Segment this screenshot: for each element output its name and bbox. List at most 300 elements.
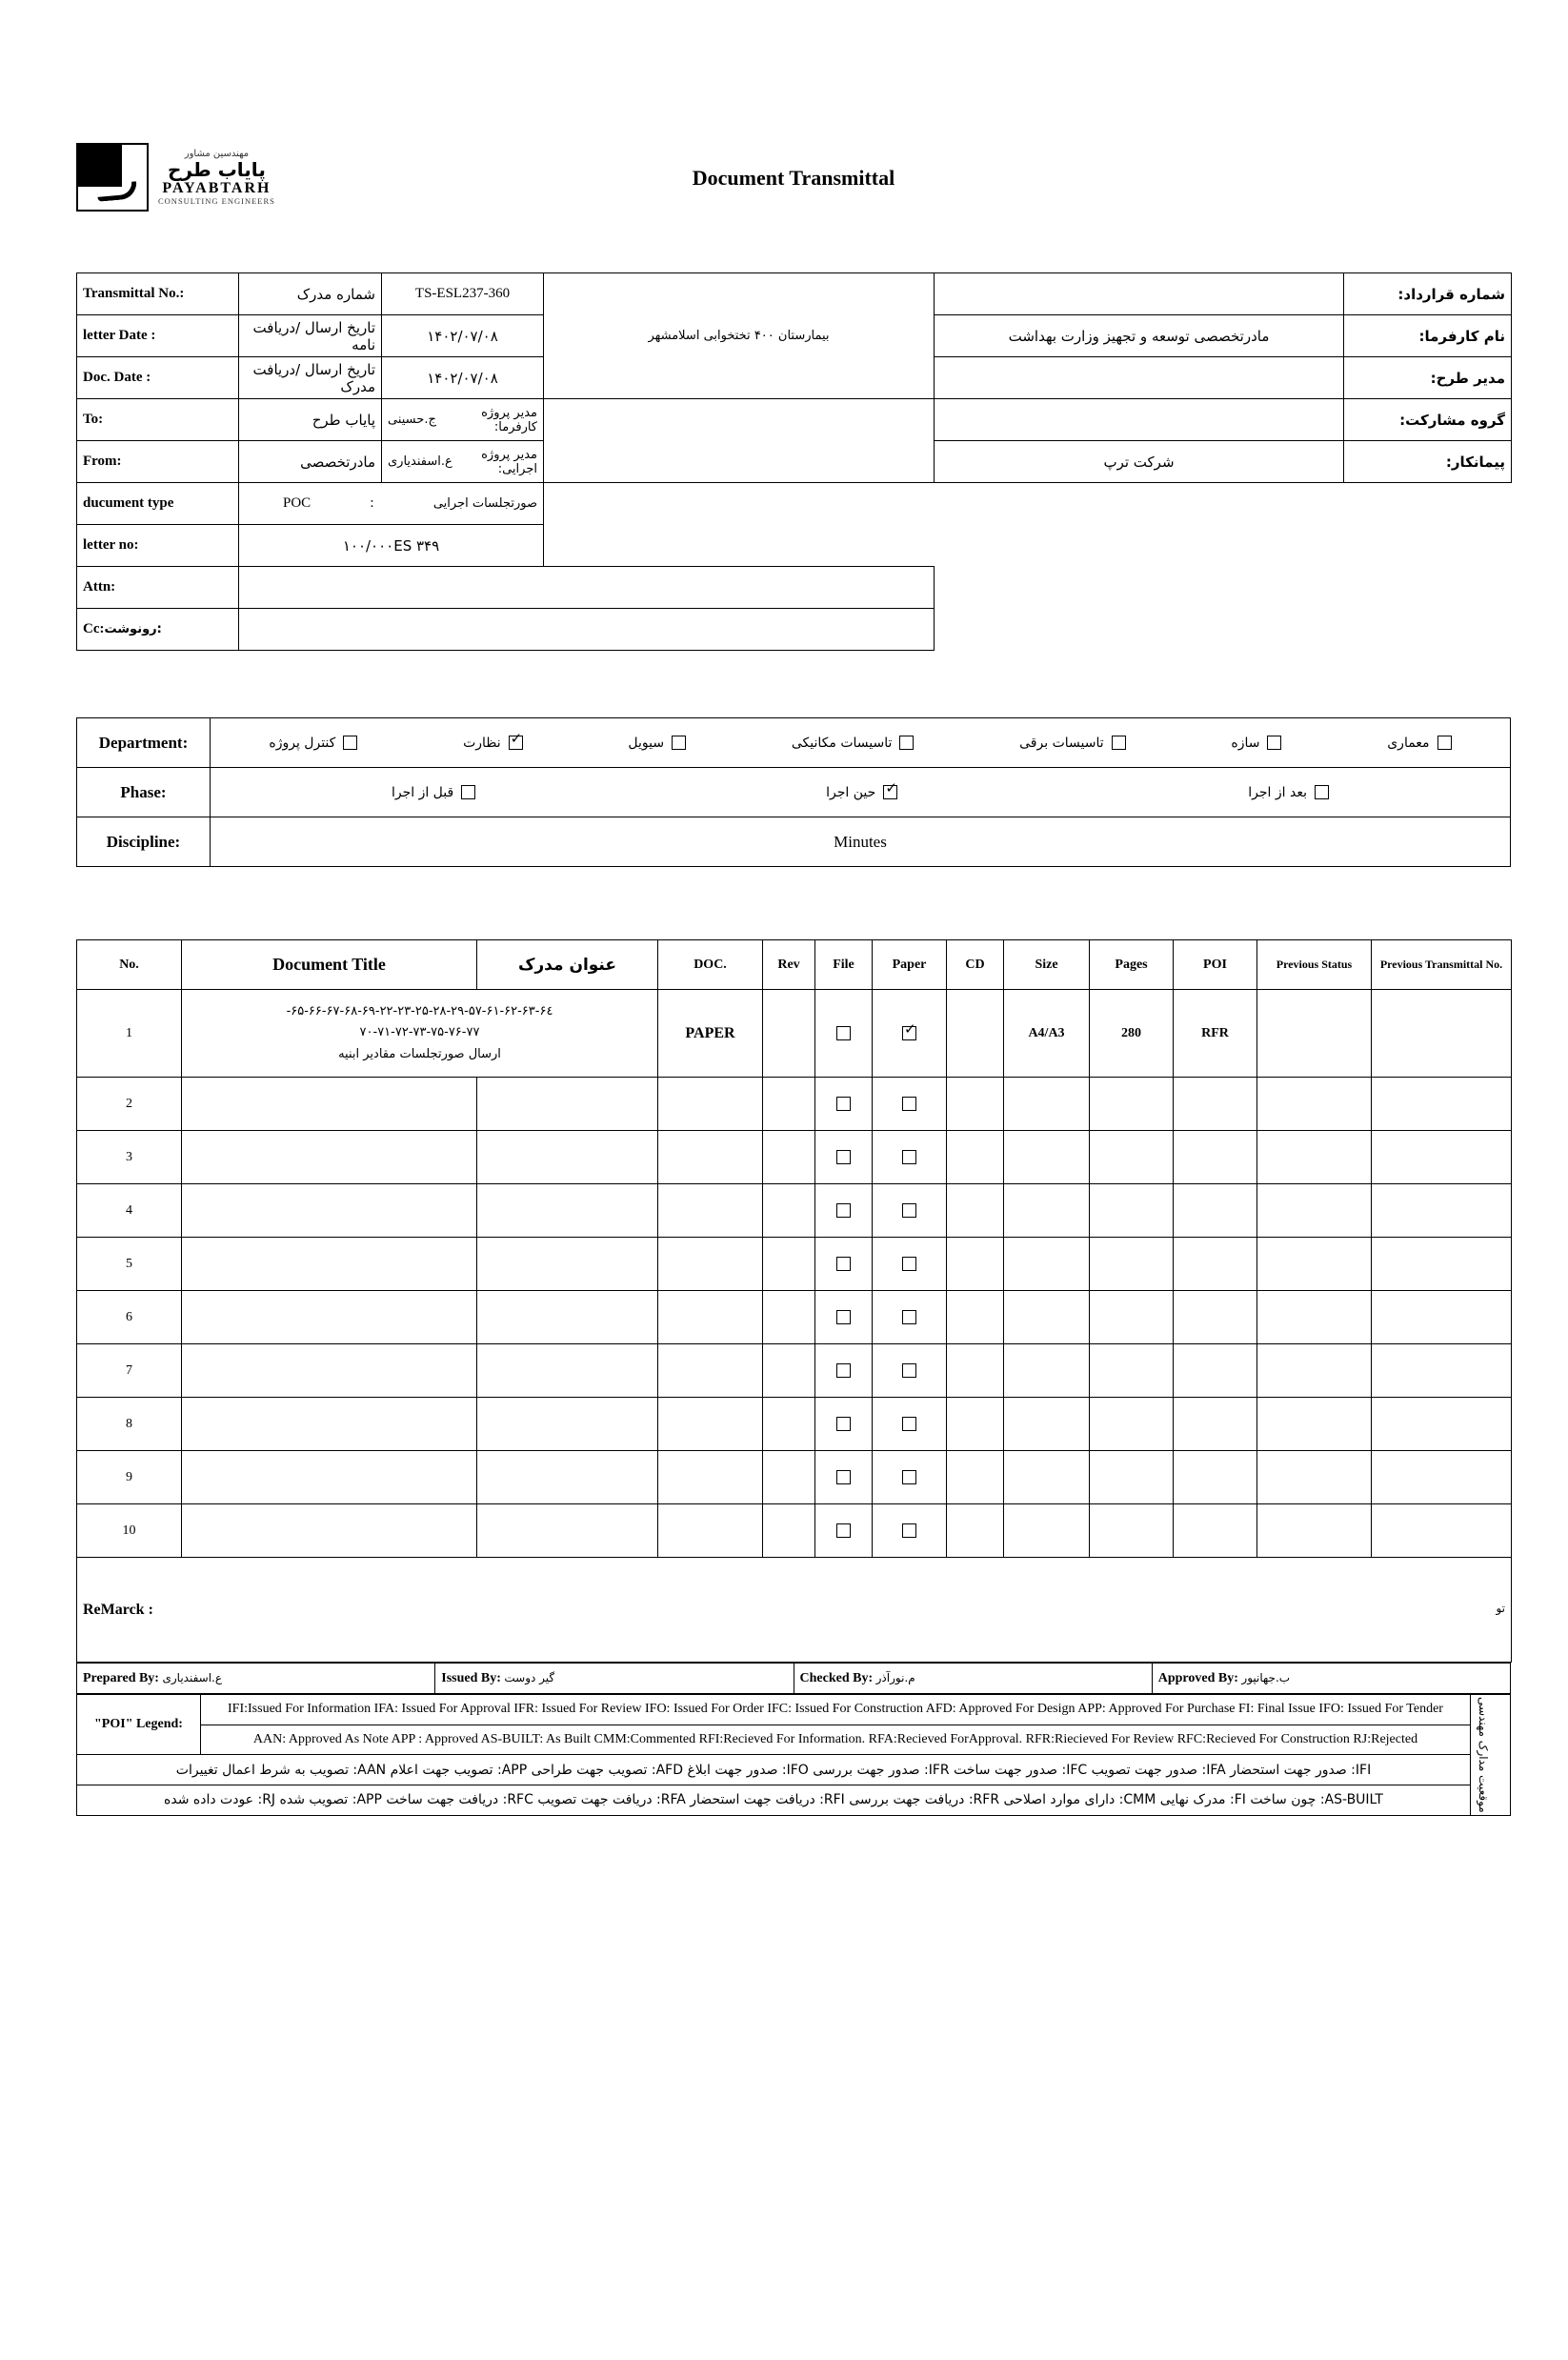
cell-pages[interactable] [1090, 1398, 1174, 1451]
cell-previous-status[interactable] [1257, 990, 1372, 1078]
cell-document-title[interactable] [182, 1184, 477, 1238]
legend-table [76, 1694, 1511, 1816]
checkbox-icon[interactable] [1315, 785, 1329, 799]
value-discipline[interactable]: Minutes [211, 817, 1511, 867]
cell-document-title-fa[interactable] [477, 1078, 658, 1131]
cell-document-title-fa[interactable] [477, 1184, 658, 1238]
value-contract-no[interactable] [935, 273, 1344, 315]
checked-by-cell[interactable] [794, 1664, 1152, 1694]
legend-row-fa-1 [77, 1755, 1511, 1785]
table-row [77, 1238, 1512, 1291]
cell-previous-status[interactable] [1257, 1344, 1372, 1398]
checkbox-icon[interactable] [836, 1523, 851, 1538]
label-letter-date: letter Date : [77, 315, 239, 357]
cell-document-title[interactable] [182, 1398, 477, 1451]
label-approved-by: Approved By: [1157, 1670, 1238, 1685]
cell-no: 4 [77, 1184, 182, 1238]
cell-cd[interactable] [947, 1344, 1004, 1398]
cell-pages[interactable] [1090, 1504, 1174, 1558]
cell-previous-transmittal-no[interactable] [1372, 1238, 1512, 1291]
cell-document-title[interactable] [182, 1078, 477, 1131]
transmittal-info-table [76, 272, 1512, 651]
checkbox-icon[interactable] [836, 1470, 851, 1484]
project-name: بیمارستان ۴۰۰ تختخوابی اسلامشهر [648, 329, 830, 343]
cell-doc: PAPER [658, 990, 763, 1078]
checkbox-checked-icon[interactable] [509, 736, 523, 750]
phase-options [211, 768, 1511, 817]
cell-document-title-fa[interactable] [477, 1344, 658, 1398]
cell-doc[interactable] [658, 1291, 763, 1344]
label-executive-pm: مدیر پروژه اجرایی: [481, 447, 537, 476]
value-checked-by: م.نورآذر [875, 1670, 915, 1684]
cell-rev[interactable] [763, 990, 815, 1078]
table-row [77, 273, 1512, 315]
cell-document-title-fa[interactable] [477, 1291, 658, 1344]
spacer-cell-1 [544, 399, 935, 483]
cell-size[interactable] [1004, 1398, 1090, 1451]
cell-doc[interactable] [658, 1184, 763, 1238]
label-phase: Phase: [77, 768, 211, 817]
remark-cell[interactable] [77, 1558, 1512, 1663]
cell-document-title-fa[interactable] [477, 1398, 658, 1451]
cell-pages[interactable] [1090, 1238, 1174, 1291]
cell-poi[interactable] [1174, 1398, 1257, 1451]
dept-label: سازه [1231, 735, 1260, 751]
table-row [77, 1451, 1512, 1504]
value-executive-pm[interactable]: ع.اسفندیاری [388, 454, 452, 469]
dept-option-supervision[interactable] [463, 736, 523, 751]
signature-table [76, 1663, 1511, 1694]
cell-doc[interactable] [658, 1131, 763, 1184]
cell-pages[interactable] [1090, 1184, 1174, 1238]
col-previous-status: Previous Status [1257, 940, 1372, 990]
cell-previous-status[interactable] [1257, 1504, 1372, 1558]
col-pages: Pages [1090, 940, 1174, 990]
cell-previous-status[interactable] [1257, 1238, 1372, 1291]
cell-doc[interactable] [658, 1344, 763, 1398]
value-employer-name[interactable]: مادرتخصصی توسعه و تجهیز وزارت بهداشت [935, 315, 1344, 357]
col-poi: POI [1174, 940, 1257, 990]
cell-document-title-fa[interactable] [477, 1131, 658, 1184]
checkbox-icon[interactable] [1267, 736, 1281, 750]
executive-pm-cell [382, 441, 544, 483]
cell-cd[interactable] [947, 1078, 1004, 1131]
dept-option-project-control[interactable] [269, 736, 357, 751]
cell-poi[interactable] [1174, 1504, 1257, 1558]
value-from[interactable]: مادرتخصصی [239, 441, 382, 483]
cell-size[interactable] [1004, 1504, 1090, 1558]
label-prepared-by: Prepared By: [83, 1670, 159, 1685]
cell-poi[interactable] [1174, 1344, 1257, 1398]
cell-no: 10 [77, 1504, 182, 1558]
checkbox-icon[interactable] [343, 736, 357, 750]
cell-pages[interactable] [1090, 1451, 1174, 1504]
remark-side-text: تو [1496, 1601, 1505, 1615]
cell-document-title[interactable] [182, 1451, 477, 1504]
cell-document-title[interactable] [182, 1238, 477, 1291]
legend-fa-line-1: IFI: صدور جهت استحضار IFA: صدور جهت تصویب IFC: صدور جهت ساخت IFR: صدور جهت بررسی IFO: صدور جهت ابلاغ AFD: تصویب جهت طراحی APP: تصویب جهت اعلام AAN: تصویب به شرط اعمال تغییرات [77, 1755, 1471, 1785]
checkbox-icon[interactable] [836, 1203, 851, 1218]
cell-previous-status[interactable] [1257, 1131, 1372, 1184]
phase-label: قبل از اجرا [391, 784, 454, 800]
legend-row-en [77, 1695, 1511, 1725]
cell-paper[interactable] [873, 1131, 947, 1184]
value-approved-by: ب.جهانپور [1241, 1670, 1291, 1684]
value-prepared-by: ع.اسفندیاری [162, 1670, 223, 1684]
cell-previous-transmittal-no[interactable] [1372, 1398, 1512, 1451]
department-options [211, 718, 1511, 768]
col-file: File [815, 940, 873, 990]
cell-size[interactable] [1004, 1184, 1090, 1238]
label-poi-legend: "POI" Legend: [77, 1695, 201, 1755]
checkbox-icon[interactable] [902, 1310, 916, 1324]
label-letter-no: letter no: [77, 525, 239, 567]
checkbox-icon[interactable] [902, 1150, 916, 1164]
checkbox-icon[interactable] [899, 736, 914, 750]
dept-label: تاسیسات مکانیکی [791, 735, 893, 751]
table-row [77, 525, 1512, 567]
logo-line1: مهندسین مشاور [184, 149, 250, 160]
cell-document-title-fa[interactable] [477, 1451, 658, 1504]
label-doc-date-fa: تاریخ ارسال /دریافت مدرک [239, 357, 382, 399]
checkbox-icon[interactable] [902, 1257, 916, 1271]
phase-option-before[interactable] [392, 785, 475, 800]
cell-file[interactable] [815, 1344, 873, 1398]
label-checked-by: Checked By: [799, 1670, 874, 1685]
cell-cd[interactable] [947, 1131, 1004, 1184]
cell-rev[interactable] [763, 1184, 815, 1238]
cell-previous-status[interactable] [1257, 1451, 1372, 1504]
checkbox-icon[interactable] [836, 1150, 851, 1164]
cell-paper[interactable] [873, 1504, 947, 1558]
cell-file[interactable] [815, 1131, 873, 1184]
logo-line2: پایاب طرح [168, 158, 266, 182]
cell-rev[interactable] [763, 1238, 815, 1291]
label-attn: Attn: [77, 567, 239, 609]
cell-rev[interactable] [763, 1344, 815, 1398]
cell-rev[interactable] [763, 1451, 815, 1504]
cell-doc[interactable] [658, 1504, 763, 1558]
cell-previous-transmittal-no[interactable] [1372, 1291, 1512, 1344]
cell-file[interactable] [815, 990, 873, 1078]
table-row [77, 1131, 1512, 1184]
cell-paper[interactable] [873, 990, 947, 1078]
cell-no: 2 [77, 1078, 182, 1131]
project-name-cell [544, 273, 935, 399]
phase-row [77, 768, 1511, 817]
department-row [77, 718, 1511, 768]
label-letter-date-fa: تاریخ ارسال /دریافت نامه [239, 315, 382, 357]
cell-no: 7 [77, 1344, 182, 1398]
cell-cd[interactable] [947, 1451, 1004, 1504]
page-header [76, 143, 1511, 257]
cell-no: 8 [77, 1398, 182, 1451]
page-title: Document Transmittal [692, 166, 895, 190]
cell-previous-transmittal-no[interactable] [1372, 1344, 1512, 1398]
label-transmittal-no: Transmittal No.: [77, 273, 239, 315]
col-size: Size [1004, 940, 1090, 990]
legend-row-fa-2 [77, 1785, 1511, 1816]
cell-pages[interactable] [1090, 1078, 1174, 1131]
label-contractor: پیمانکار: [1344, 441, 1512, 483]
checkbox-icon[interactable] [672, 736, 686, 750]
signature-row [77, 1664, 1511, 1694]
employer-pm-cell [382, 399, 544, 441]
label-project-manager: مدیر طرح: [1344, 357, 1512, 399]
value-transmittal-no[interactable]: TS-ESL237-360 [382, 273, 544, 315]
value-employer-pm[interactable]: ج.حسینی [388, 413, 436, 427]
checkbox-icon[interactable] [836, 1417, 851, 1431]
cell-cd[interactable] [947, 1504, 1004, 1558]
documents-header-row [77, 940, 1512, 990]
checkbox-icon[interactable] [902, 1417, 916, 1431]
cell-pages[interactable] [1090, 1131, 1174, 1184]
value-document-type[interactable]: POC [283, 495, 312, 511]
cell-paper[interactable] [873, 1078, 947, 1131]
col-doc: DOC. [658, 940, 763, 990]
cell-previous-transmittal-no[interactable] [1372, 1451, 1512, 1504]
document-type-cell: POC : صورتجلسات اجرایی [239, 483, 544, 525]
table-row [77, 1504, 1512, 1558]
cell-rev[interactable] [763, 1504, 815, 1558]
cell-poi[interactable] [1174, 1451, 1257, 1504]
cell-paper[interactable] [873, 1184, 947, 1238]
legend-row-en-2 [77, 1725, 1511, 1755]
col-document-title: Document Title [182, 940, 477, 990]
cell-size: A4/A3 [1004, 990, 1090, 1078]
title-line3: ارسال صورتجلسات مقادیر ابنیه [338, 1046, 501, 1061]
checkbox-icon[interactable] [902, 1470, 916, 1484]
label-doc-date: Doc. Date : [77, 357, 239, 399]
title-line1: ۲۲-۲۳-۲۵-۲۸-۲۹-۵۷-۶۱-۶۲-۶۳-۶٤-۶۵-۶۶-۶۷-۶۸-۶۹- [286, 1004, 553, 1019]
cell-no: 9 [77, 1451, 182, 1504]
cell-poi[interactable] [1174, 1238, 1257, 1291]
cell-file[interactable] [815, 1291, 873, 1344]
cell-size[interactable] [1004, 1078, 1090, 1131]
value-project-manager[interactable] [935, 357, 1344, 399]
cell-document-title[interactable] [182, 1291, 477, 1344]
cell-file[interactable] [815, 1238, 873, 1291]
cell-previous-status[interactable] [1257, 1291, 1372, 1344]
table-row [77, 567, 1512, 609]
cell-paper[interactable] [873, 1398, 947, 1451]
cell-document-title[interactable] [182, 1344, 477, 1398]
remark-row [77, 1558, 1512, 1663]
cell-doc[interactable] [658, 1398, 763, 1451]
approved-by-cell[interactable] [1152, 1664, 1510, 1694]
col-paper: Paper [873, 940, 947, 990]
cell-size[interactable] [1004, 1291, 1090, 1344]
discipline-row [77, 817, 1511, 867]
checkbox-icon[interactable] [461, 785, 475, 799]
col-cd: CD [947, 940, 1004, 990]
label-remark: ReMarck : [83, 1601, 153, 1618]
document-page [0, 143, 1568, 2360]
value-letter-date[interactable]: ۱۴۰۲/۰۷/۰۸ [382, 315, 544, 357]
checkbox-icon[interactable] [902, 1097, 916, 1111]
label-document-type: ducument type [77, 483, 239, 525]
cell-size[interactable] [1004, 1344, 1090, 1398]
value-partnership-group[interactable] [935, 399, 1344, 441]
value-doc-date[interactable]: ۱۴۰۲/۰۷/۰۸ [382, 357, 544, 399]
title-line2: ۷۰-۷۱-۷۲-۷۳-۷۵-۷۶-۷۷ [359, 1025, 480, 1040]
cell-cd[interactable] [947, 1238, 1004, 1291]
cell-pages[interactable] [1090, 1291, 1174, 1344]
documents-table [76, 939, 1512, 1663]
phase-option-after[interactable] [1248, 785, 1329, 800]
cell-file[interactable] [815, 1078, 873, 1131]
issued-by-cell[interactable] [435, 1664, 794, 1694]
cell-cd[interactable] [947, 1398, 1004, 1451]
label-document-type-fa: صورتجلسات اجرایی [432, 496, 537, 511]
prepared-by-cell[interactable] [77, 1664, 435, 1694]
cell-file[interactable] [815, 1184, 873, 1238]
cell-poi[interactable] [1174, 1184, 1257, 1238]
value-attn[interactable] [239, 567, 935, 609]
selection-table [76, 717, 1511, 867]
cell-cd[interactable] [947, 990, 1004, 1078]
checkbox-checked-icon[interactable] [883, 785, 897, 799]
label-discipline: Discipline: [77, 817, 211, 867]
value-letter-no[interactable]: ۱۰۰/۰۰۰ES ۳۴۹ [239, 525, 544, 567]
cell-pages[interactable] [1090, 1344, 1174, 1398]
table-row [77, 483, 1512, 525]
cell-poi[interactable] [1174, 1291, 1257, 1344]
cell-doc[interactable] [658, 1238, 763, 1291]
legend-line-1: IFI:Issued For Information IFA: Issued For Approval IFR: Issued For Review IFO: Issued For Order IFC: Issued For Construction AFD: Approved For Design APP: Approved For Purchase FI: Final Issue IFO: Issued For Tender [201, 1695, 1471, 1725]
cell-paper[interactable] [873, 1451, 947, 1504]
phase-label: حین اجرا [826, 784, 876, 800]
cell-poi: RFR [1174, 990, 1257, 1078]
phase-option-during[interactable] [826, 785, 897, 800]
cell-poi[interactable] [1174, 1078, 1257, 1131]
cell-cd[interactable] [947, 1291, 1004, 1344]
cell-file[interactable] [815, 1398, 873, 1451]
cell-doc[interactable] [658, 1451, 763, 1504]
legend-fa-line-2: AS-BUILT: چون ساخت FI: مدرک نهایی CMM: دارای موارد اصلاحی RFR: دریافت جهت بررسی RFI: دریافت جهت استحضار RFA: دریافت جهت تصویب RFC: دریافت جهت ساخت APP: تصویب شده RJ: عودت داده شده [77, 1785, 1471, 1816]
col-document-title-fa: عنوان مدرک [477, 940, 658, 990]
label-transmittal-no-fa: شماره مدرک [239, 273, 382, 315]
dept-label: تاسیسات برقی [1019, 735, 1104, 751]
dept-option-structure[interactable] [1231, 736, 1281, 751]
table-row [77, 1184, 1512, 1238]
cell-rev[interactable] [763, 1078, 815, 1131]
label-cc: Cc:رونوشت: [77, 609, 239, 651]
cell-document-title[interactable] [182, 990, 658, 1078]
table-row [77, 990, 1512, 1078]
cell-paper[interactable] [873, 1238, 947, 1291]
cell-previous-transmittal-no[interactable] [1372, 1131, 1512, 1184]
label-employer-pm: مدیر پروژه کارفرما: [481, 405, 537, 434]
checkbox-icon[interactable] [836, 1026, 851, 1040]
cell-size[interactable] [1004, 1238, 1090, 1291]
cell-cd[interactable] [947, 1184, 1004, 1238]
dept-option-civil[interactable] [628, 736, 686, 751]
label-issued-by: Issued By: [441, 1670, 501, 1685]
documents-block [76, 939, 1511, 1816]
checkbox-icon[interactable] [902, 1203, 916, 1218]
table-row [77, 1344, 1512, 1398]
cell-file[interactable] [815, 1504, 873, 1558]
value-cc[interactable] [239, 609, 935, 651]
cell-poi[interactable] [1174, 1131, 1257, 1184]
legend-side-label: موقعیت مدارک مهندسی [1471, 1695, 1511, 1816]
transmittal-info-block [76, 272, 1511, 651]
checkbox-icon[interactable] [836, 1097, 851, 1111]
value-contractor[interactable]: شرکت ترپ [935, 441, 1344, 483]
checkbox-icon[interactable] [836, 1363, 851, 1378]
cell-file[interactable] [815, 1451, 873, 1504]
label-department: Department: [77, 718, 211, 768]
cell-previous-transmittal-no[interactable] [1372, 1078, 1512, 1131]
cell-rev[interactable] [763, 1398, 815, 1451]
label-partnership-group: گروه مشارکت: [1344, 399, 1512, 441]
label-employer-name: نام کارفرما: [1344, 315, 1512, 357]
cell-document-title[interactable] [182, 1504, 477, 1558]
cell-no: 6 [77, 1291, 182, 1344]
dept-label: معماری [1387, 735, 1430, 751]
table-row [77, 1398, 1512, 1451]
cell-no: 5 [77, 1238, 182, 1291]
cell-document-title[interactable] [182, 1131, 477, 1184]
cell-document-title-fa[interactable] [477, 1504, 658, 1558]
dept-option-architecture[interactable] [1387, 736, 1451, 751]
cell-paper[interactable] [873, 1291, 947, 1344]
checkbox-icon[interactable] [1112, 736, 1126, 750]
cell-size[interactable] [1004, 1131, 1090, 1184]
cell-previous-status[interactable] [1257, 1184, 1372, 1238]
logo-line3: PAYABTARH [162, 180, 271, 197]
cell-doc[interactable] [658, 1078, 763, 1131]
checkbox-icon[interactable] [1437, 736, 1452, 750]
col-rev: Rev [763, 940, 815, 990]
cell-previous-status[interactable] [1257, 1398, 1372, 1451]
dept-label: نظارت [463, 735, 501, 751]
checkbox-icon[interactable] [902, 1523, 916, 1538]
label-to: To: [77, 399, 239, 441]
cell-paper[interactable] [873, 1344, 947, 1398]
selection-block [76, 717, 1511, 867]
label-contract-no: شماره قرارداد: [1344, 273, 1512, 315]
checkbox-icon[interactable] [902, 1363, 916, 1378]
logo-line4: CONSULTING ENGINEERS [158, 195, 275, 206]
phase-label: بعد از اجرا [1248, 784, 1307, 800]
cell-rev[interactable] [763, 1291, 815, 1344]
checkbox-checked-icon[interactable] [902, 1026, 916, 1040]
table-row [77, 609, 1512, 651]
cell-rev[interactable] [763, 1131, 815, 1184]
table-row [77, 1291, 1512, 1344]
table-row [77, 1078, 1512, 1131]
cell-document-title-fa[interactable] [477, 1238, 658, 1291]
cell-pages: 280 [1090, 990, 1174, 1078]
checkbox-icon[interactable] [836, 1310, 851, 1324]
value-issued-by: گیر دوست [504, 1670, 555, 1684]
cell-previous-transmittal-no[interactable] [1372, 990, 1512, 1078]
value-to[interactable]: پایاب طرح [239, 399, 382, 441]
cell-previous-status[interactable] [1257, 1078, 1372, 1131]
legend-line-2: AAN: Approved As Note APP : Approved AS-BUILT: As Built CMM:Commented RFI:Recieved For Information. RFA:Recieved ForApproval. RFR:Riecieved For Review RFC:Recieved For Construction RJ:Rejected [201, 1725, 1471, 1755]
dept-option-electrical[interactable] [1019, 736, 1125, 751]
dept-option-mechanical[interactable] [792, 736, 915, 751]
checkbox-icon[interactable] [836, 1257, 851, 1271]
cell-no: 3 [77, 1131, 182, 1184]
table-row [77, 399, 1512, 441]
col-no: No. [77, 940, 182, 990]
cell-previous-transmittal-no[interactable] [1372, 1504, 1512, 1558]
cell-size[interactable] [1004, 1451, 1090, 1504]
cell-previous-transmittal-no[interactable] [1372, 1184, 1512, 1238]
